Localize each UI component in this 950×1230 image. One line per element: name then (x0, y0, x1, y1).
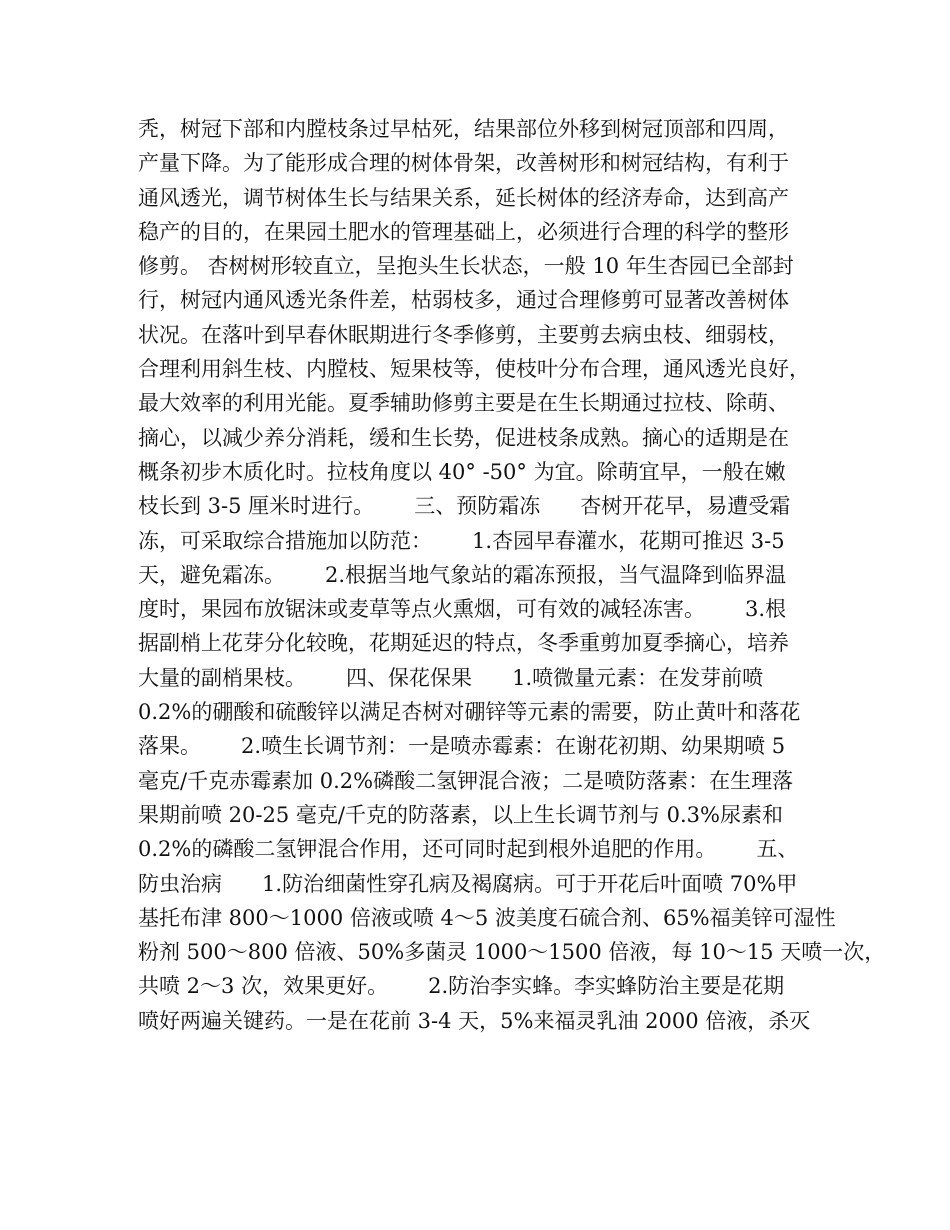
text-line: 共喷 2～3 次，效果更好。 2.防治李实蜂。李实蜂防治主要是花期 (138, 974, 785, 999)
text-line: 合理利用斜生枝、内膛枝、短果枝等，使枝叶分布合理，通风透光良好， (138, 357, 810, 382)
text-line: 0.2%的硼酸和硫酸锌以满足杏树对硼锌等元素的需要，防止黄叶和落花 (138, 700, 801, 725)
text-line: 冻，可采取综合措施加以防范： 1.杏园早春灌水，花期可推迟 3-5 (138, 528, 785, 553)
text-line: 修剪。 杏树树形较直立，呈抱头生长状态，一般 10 年生杏园已全部封 (138, 254, 794, 279)
text-line: 最大效率的利用光能。夏季辅助修剪主要是在生长期通过拉枝、除萌、 (138, 391, 789, 416)
text-line: 产量下降。为了能形成合理的树体骨架，改善树形和树冠结构，有利于 (138, 151, 789, 176)
text-line: 落果。 2.喷生长调节剂：一是喷赤霉素：在谢花初期、幼果期喷 5 (138, 734, 786, 759)
text-line: 秃，树冠下部和内膛枝条过早枯死，结果部位外移到树冠顶部和四周， (138, 117, 789, 141)
text-line: 天，避免霜冻。 2.根据当地气象站的霜冻预报，当气温降到临界温 (138, 562, 787, 587)
text-line: 0.2%的磷酸二氢钾混合作用，还可同时起到根外追肥的作用。 五、 (138, 837, 799, 862)
text-line: 防虫治病 1.防治细菌性穿孔病及褐腐病。可于开花后叶面喷 70%甲 (138, 871, 798, 896)
text-line: 摘心，以减少养分消耗，缓和生长势，促进枝条成熟。摘心的适期是在 (138, 425, 789, 450)
text-line: 大量的副梢果枝。 四、保花保果 1.喷微量元素：在发芽前喷 (138, 665, 764, 690)
text-line: 喷好两遍关键药。一是在花前 3-4 天，5%来福灵乳油 2000 倍液，杀灭 (138, 1008, 811, 1033)
text-line: 基托布津 800～1000 倍液或喷 4～5 波美度石硫合剂、65%福美锌可湿性 (138, 905, 836, 930)
text-line: 稳产的目的，在果园土肥水的管理基础上，必须进行合理的科学的整形 (138, 219, 789, 244)
text-line: 毫克/千克赤霉素加 0.2%磷酸二氢钾混合液；二是喷防落素：在生理落 (138, 768, 794, 793)
text-line: 概条初步木质化时。拉枝角度以 40° -50° 为宜。除萌宜早，一般在嫩 (138, 459, 786, 484)
text-line: 状况。在落叶到早春休眠期进行冬季修剪，主要剪去病虫枝、细弱枝， (138, 322, 789, 347)
text-line: 据副梢上花芽分化较晚，花期延迟的特点，冬季重剪加夏季摘心，培养 (138, 631, 789, 656)
text-line: 果期前喷 20-25 毫克/千克的防落素，以上生长调节剂与 0.3%尿素和 (138, 802, 783, 827)
body-text (138, 112, 886, 1038)
text-line: 粉剂 500～800 倍液、50%多菌灵 1000～1500 倍液，每 10～15 天喷一次， (138, 940, 886, 965)
text-line: 通风透光，调节树体生长与结果关系，延长树体的经济寿命，达到高产 (138, 185, 789, 210)
text-line: 度时，果园布放锯沫或麦草等点火熏烟，可有效的减轻冻害。 3.根 (138, 597, 787, 622)
text-line: 行，树冠内通风透光条件差，枯弱枝多，通过合理修剪可显著改善树体 (138, 288, 789, 313)
text-line: 枝长到 3-5 厘米时进行。 三、预防霜冻 杏树开花早，易遭受霜 (138, 494, 791, 519)
